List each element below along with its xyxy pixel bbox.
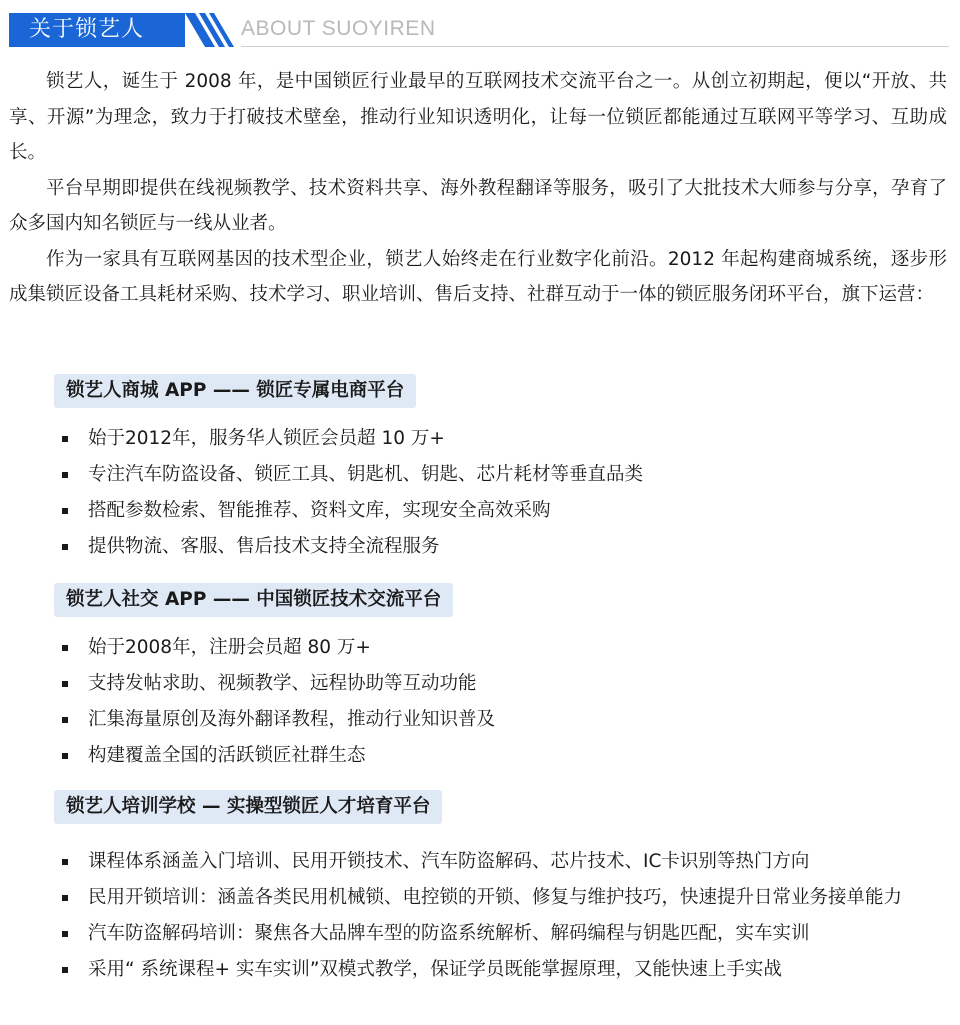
list-item-text: 支持发帖求助、视频教学、远程协助等互动功能 <box>88 673 477 694</box>
list-item-text: 提供物流、客服、售后技术支持全流程服务 <box>88 536 440 557</box>
bullet-icon <box>62 544 68 550</box>
list-item-text: 构建覆盖全国的活跃锁匠社群生态 <box>88 745 366 766</box>
section-title-social-app: 锁艺人社交 APP —— 中国锁匠技术交流平台 <box>54 583 453 617</box>
list-item <box>58 457 948 493</box>
list-item <box>58 952 948 988</box>
bullet-icon <box>62 931 68 937</box>
section-title-mall-app: 锁艺人商城 APP —— 锁匠专属电商平台 <box>54 374 416 408</box>
social-app-feature-list <box>58 630 948 774</box>
section-header <box>9 13 949 49</box>
list-item-text: 课程体系涵盖入门培训、民用开锁技术、汽车防盗解码、芯片技术、IC卡识别等热门方向 <box>88 851 810 872</box>
bullet-icon <box>62 436 68 442</box>
list-item-text: 采用“ 系统课程+ 实车实训”双模式教学，保证学员既能掌握原理，又能快速上手实战 <box>88 959 782 980</box>
bullet-icon <box>62 681 68 687</box>
list-item-text: 始于2012年，服务华人锁匠会员超 10 万+ <box>88 428 445 449</box>
list-item <box>58 666 948 702</box>
mall-app-feature-list <box>58 421 948 565</box>
intro-paragraph: 平台早期即提供在线视频教学、技术资料共享、海外教程翻译等服务，吸引了大批技术大师参与分享，孕育了众多国内知名锁匠与一线从业者。 <box>9 177 947 234</box>
bullet-icon <box>62 508 68 514</box>
header-title: 关于锁艺人 <box>9 13 185 47</box>
list-item-text: 搭配参数检索、智能推荐、资料文库，实现安全高效采购 <box>88 500 551 521</box>
list-item <box>58 916 948 952</box>
bullet-icon <box>62 717 68 723</box>
intro-paragraph: 作为一家具有互联网基因的技术型企业，锁艺人始终走在行业数字化前沿。2012 年起构建商城系统，逐步形成集锁匠设备工具耗材采购、技术学习、职业培训、售后支持、社群互动于一体的锁匠服务闭环平台，旗下运营： <box>9 248 947 305</box>
list-item-text: 专注汽车防盗设备、锁匠工具、钥匙机、钥匙、芯片耗材等垂直品类 <box>88 464 644 485</box>
list-item <box>58 702 948 738</box>
list-item <box>58 421 948 457</box>
list-item-text: 民用开锁培训：涵盖各类民用机械锁、电控锁的开锁、修复与维护技巧，快速提升日常业务接单能力 <box>88 887 903 908</box>
list-item <box>58 880 948 916</box>
list-item-text: 汽车防盗解码培训：聚焦各大品牌车型的防盗系统解析、解码编程与钥匙匹配，实车实训 <box>88 923 810 944</box>
list-item <box>58 529 948 565</box>
bullet-icon <box>62 753 68 759</box>
training-school-feature-list <box>58 844 948 988</box>
bullet-icon <box>62 645 68 651</box>
section-title-training-school: 锁艺人培训学校 — 实操型锁匠人才培育平台 <box>54 790 442 824</box>
list-item-text: 汇集海量原创及海外翻译教程，推动行业知识普及 <box>88 709 496 730</box>
list-item <box>58 844 948 880</box>
header-subtitle-en: ABOUT SUOYIREN <box>241 17 436 40</box>
list-item <box>58 493 948 529</box>
bullet-icon <box>62 859 68 865</box>
bullet-icon <box>62 895 68 901</box>
header-stripes-decoration <box>185 13 237 49</box>
header-divider <box>241 46 949 47</box>
list-item <box>58 738 948 774</box>
intro-paragraph: 锁艺人，诞生于 2008 年，是中国锁匠行业最早的互联网技术交流平台之一。从创立初期起，便以“开放、共享、开源”为理念，致力于打破技术壁垒，推动行业知识透明化，让每一位锁匠都能通过互联网平等学习、互助成长。 <box>9 71 947 163</box>
intro-text <box>9 64 947 313</box>
bullet-icon <box>62 967 68 973</box>
bullet-icon <box>62 472 68 478</box>
list-item-text: 始于2008年，注册会员超 80 万+ <box>88 637 371 658</box>
list-item <box>58 630 948 666</box>
